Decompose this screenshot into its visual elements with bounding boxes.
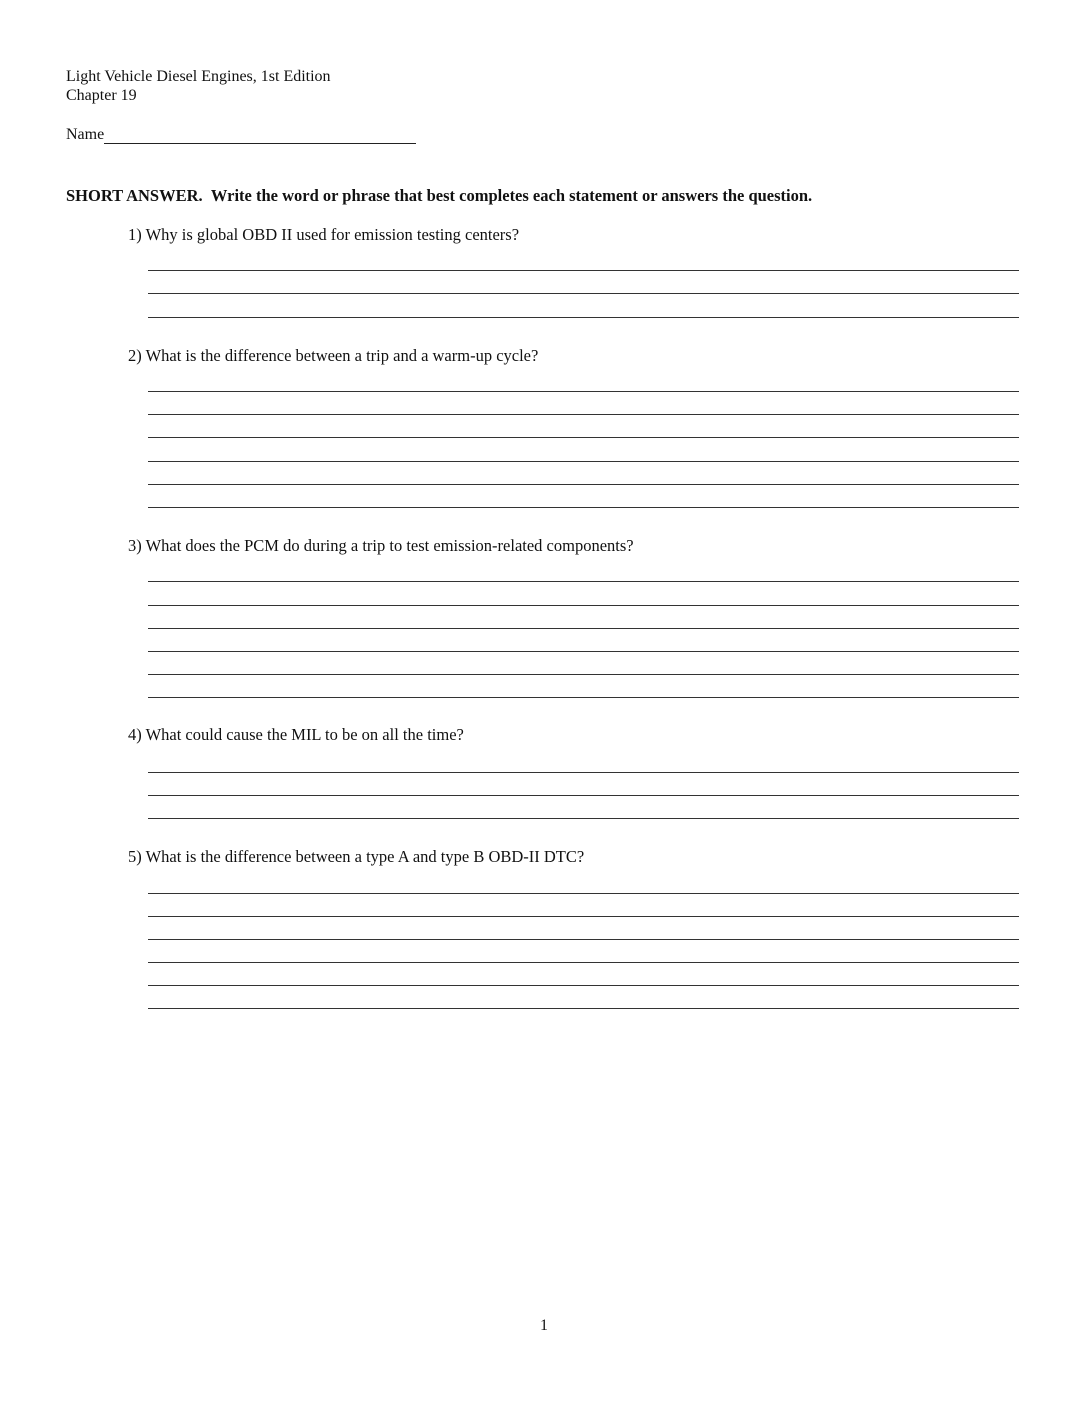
question-3: [128, 536, 634, 556]
answer-line[interactable]: [148, 674, 1019, 675]
instructions-text: Write the word or phrase that best completes each statement or answers the question.: [210, 186, 813, 205]
answer-line[interactable]: [148, 772, 1019, 773]
answer-line[interactable]: [148, 391, 1019, 392]
question-number: 2): [128, 346, 142, 365]
question-4: [128, 725, 464, 745]
question-number: 3): [128, 536, 142, 555]
answer-line[interactable]: [148, 962, 1019, 963]
name-field: [66, 125, 416, 144]
answer-line[interactable]: [148, 581, 1019, 582]
name-label: Name: [66, 126, 105, 143]
question-5: [128, 847, 584, 867]
question-number: 1): [128, 225, 142, 244]
question-text: What is the difference between a trip and a warm-up cycle?: [145, 346, 539, 365]
answer-line[interactable]: [148, 293, 1019, 294]
question-1: [128, 225, 519, 245]
name-blank-line[interactable]: [104, 126, 416, 144]
answer-line[interactable]: [148, 437, 1019, 438]
answer-line[interactable]: [148, 939, 1019, 940]
question-number: 4): [128, 725, 142, 744]
question-2: [128, 346, 538, 366]
answer-line[interactable]: [148, 651, 1019, 652]
instructions: [66, 186, 812, 206]
answer-line[interactable]: [148, 985, 1019, 986]
answer-line[interactable]: [148, 414, 1019, 415]
answer-line[interactable]: [148, 484, 1019, 485]
book-title: Light Vehicle Diesel Engines, 1st Edition: [66, 68, 331, 85]
answer-line[interactable]: [148, 916, 1019, 917]
answer-line[interactable]: [148, 818, 1019, 819]
answer-line[interactable]: [148, 270, 1019, 271]
chapter-label: Chapter 19: [66, 87, 137, 104]
question-text: What could cause the MIL to be on all the time?: [145, 725, 464, 744]
question-text: Why is global OBD II used for emission testing centers?: [145, 225, 520, 244]
question-text: What is the difference between a type A and type B OBD-II DTC?: [145, 847, 585, 866]
question-text: What does the PCM do during a trip to test emission-related components?: [145, 536, 634, 555]
answer-line[interactable]: [148, 893, 1019, 894]
instructions-heading: SHORT ANSWER.: [66, 186, 203, 205]
answer-line[interactable]: [148, 461, 1019, 462]
answer-line[interactable]: [148, 605, 1019, 606]
answer-line[interactable]: [148, 628, 1019, 629]
answer-line[interactable]: [148, 697, 1019, 698]
answer-line[interactable]: [148, 507, 1019, 508]
answer-line[interactable]: [148, 317, 1019, 318]
question-number: 5): [128, 847, 142, 866]
answer-line[interactable]: [148, 795, 1019, 796]
page-number: 1: [540, 1317, 548, 1334]
answer-line[interactable]: [148, 1008, 1019, 1009]
